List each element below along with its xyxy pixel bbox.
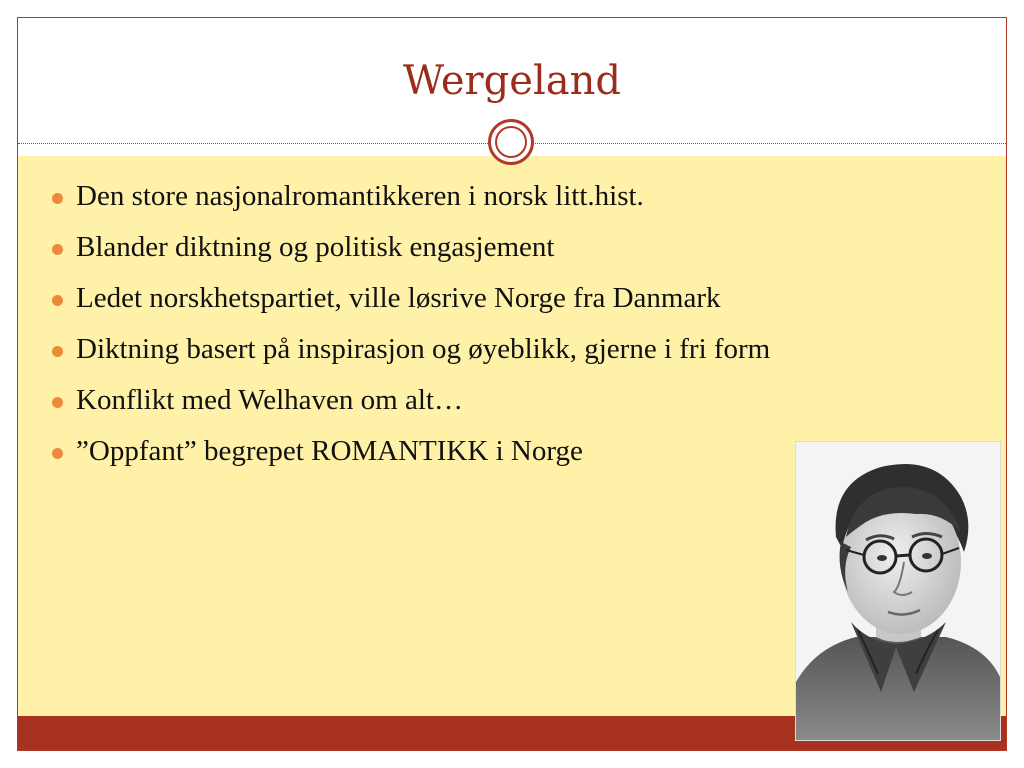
bullet-text: Den store nasjonalromantikkeren i norsk litt.hist. xyxy=(76,180,644,212)
bullet-item xyxy=(48,178,958,215)
bullet-text: Konflikt med Welhaven om alt… xyxy=(76,384,463,416)
bullet-item xyxy=(48,280,958,317)
bullet-icon xyxy=(52,244,63,255)
ornament-inner-circle xyxy=(495,126,527,158)
portrait-illustration xyxy=(796,442,1000,740)
double-circle-ornament-icon xyxy=(488,119,534,165)
bullet-item xyxy=(48,382,958,419)
bullet-icon xyxy=(52,193,63,204)
bullet-text: Blander diktning og politisk engasjement xyxy=(76,231,555,263)
bullet-text: Ledet norskhetspartiet, ville løsrive Norge fra Danmark xyxy=(76,282,721,314)
bullet-icon xyxy=(52,448,63,459)
portrait-image xyxy=(795,441,1001,741)
bullet-text: Diktning basert på inspirasjon og øyeblikk, gjerne i fri form xyxy=(76,333,771,365)
slide xyxy=(17,17,1007,751)
slide-title: Wergeland xyxy=(403,58,621,104)
bullet-item xyxy=(48,229,958,266)
bullet-item xyxy=(48,331,958,368)
bullet-list xyxy=(48,178,958,484)
bullet-icon xyxy=(52,346,63,357)
bullet-text: ”Oppfant” begrepet ROMANTIKK i Norge xyxy=(76,435,583,467)
bullet-icon xyxy=(52,295,63,306)
bullet-icon xyxy=(52,397,63,408)
